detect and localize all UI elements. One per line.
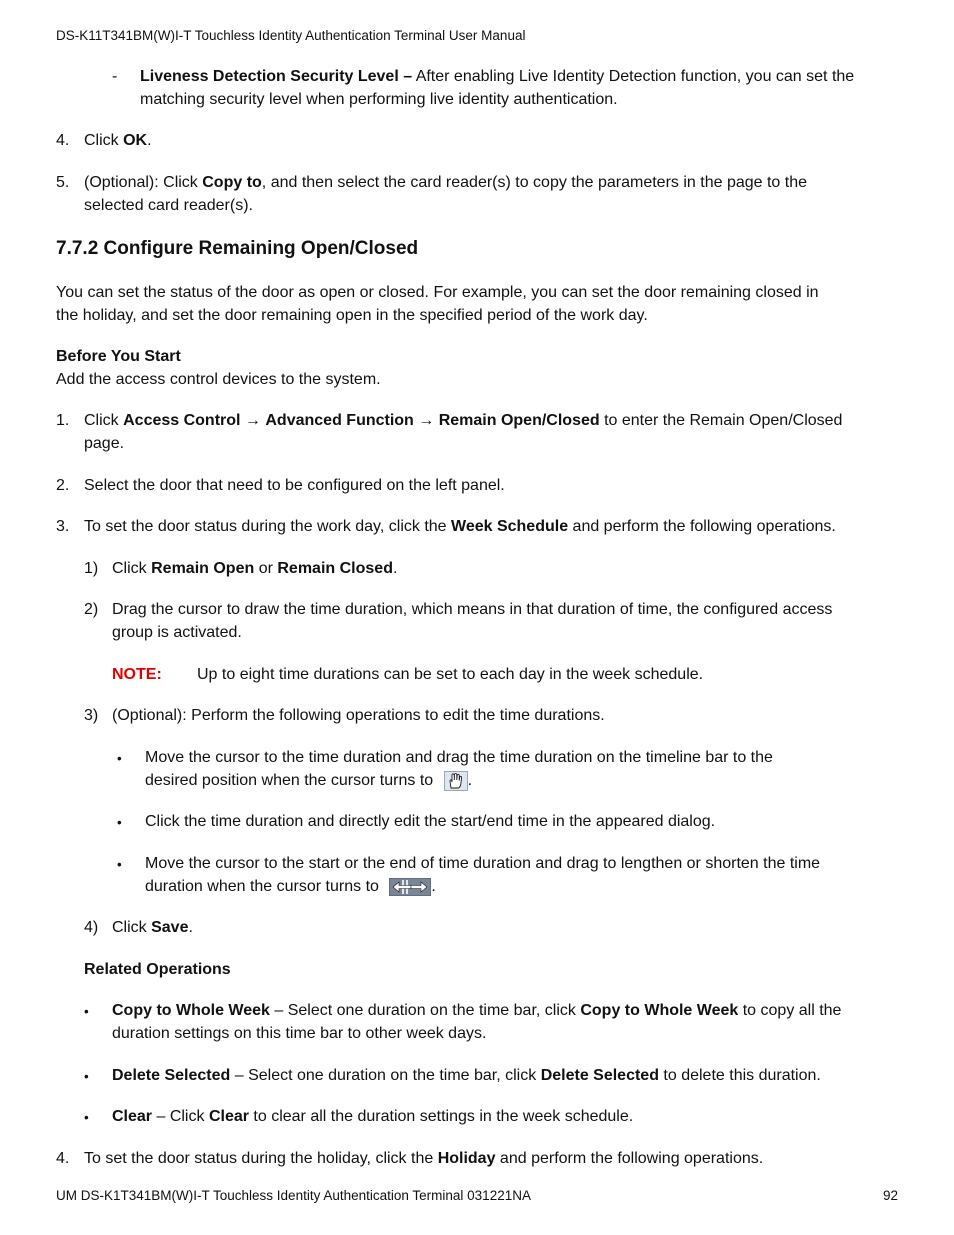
- step-4-ok: OK: [123, 132, 148, 149]
- related-3-post: to clear all the duration settings in the week schedule.: [248, 1108, 634, 1125]
- sub4-post: .: [188, 919, 193, 936]
- step-4-post: .: [147, 132, 152, 149]
- note-label: NOTE:: [112, 666, 162, 683]
- step-5-number: 5.: [56, 174, 70, 191]
- s1-line-2: page.: [84, 435, 125, 452]
- related-1-term-2: Copy to Whole Week: [580, 1002, 739, 1019]
- sub2-number: 2): [84, 601, 99, 618]
- sub1-mid: or: [254, 560, 278, 577]
- related-1-mid: – Select one duration on the time bar, click: [269, 1002, 581, 1019]
- sub3-number: 3): [84, 707, 99, 724]
- s3-post: and perform the following operations.: [568, 518, 836, 535]
- bullet-mark: •: [117, 815, 122, 830]
- step-4-number: 4.: [56, 132, 70, 149]
- bullet-1-text: desired position when the cursor turns to: [145, 772, 434, 790]
- bullet-mark: •: [117, 751, 122, 766]
- step-5-text: [84, 173, 807, 193]
- s2-number: 2.: [56, 477, 70, 494]
- related-3-term: Clear: [112, 1108, 153, 1125]
- bullet-3-line-2: [145, 877, 436, 897]
- related-2-term: Delete Selected: [112, 1067, 231, 1084]
- s2-text: Select the door that need to be configured on the left panel.: [84, 477, 505, 494]
- related-3-mid: – Click: [152, 1108, 209, 1125]
- bullet-3-line-1: Move the cursor to the start or the end of time duration and drag to lengthen or shorten the time: [145, 855, 821, 872]
- sub1-text: [112, 559, 397, 579]
- liveness-text-a: After enabling Live Identity Detection function, you can set the: [412, 68, 855, 85]
- liveness-line-1: [140, 67, 854, 87]
- bullet-3-text: duration when the cursor turns to: [145, 878, 379, 895]
- related-3-line-1: [112, 1107, 633, 1127]
- s4-text: [84, 1149, 763, 1169]
- related-1-term: Copy to Whole Week: [112, 1002, 270, 1019]
- s3-text: [84, 517, 836, 537]
- sub4-text: [112, 918, 193, 938]
- bullet-mark: •: [84, 1110, 89, 1125]
- related-1-post: to copy all the: [738, 1002, 842, 1019]
- bullet-1-line-2: [145, 771, 472, 791]
- before-you-start-text: Add the access control devices to the system.: [56, 371, 381, 388]
- s1-arrow-2: →: [413, 412, 439, 429]
- bullet-mark: •: [84, 1004, 89, 1019]
- step-4-pre: Click: [84, 132, 124, 149]
- s1-text: [84, 411, 842, 431]
- s1-advanced-function: Advanced Function: [265, 412, 414, 429]
- related-2-post: to delete this duration.: [658, 1067, 821, 1084]
- step-5-post: , and then select the card reader(s) to copy the parameters in the page to the: [261, 174, 808, 191]
- related-operations-title: Related Operations: [84, 961, 231, 978]
- s1-access-control: Access Control: [123, 412, 241, 429]
- s3-number: 3.: [56, 518, 70, 535]
- s1-arrow-1: →: [240, 412, 266, 429]
- step-4-text: [84, 131, 152, 151]
- sub1-pre: Click: [112, 560, 152, 577]
- s4-holiday: Holiday: [437, 1150, 496, 1167]
- page-number: 92: [882, 1188, 898, 1203]
- liveness-line-2: matching security level when performing live identity authentication.: [140, 91, 618, 108]
- bullet-1-line-1: Move the cursor to the time duration and drag the time duration on the timeline bar to the: [145, 749, 773, 766]
- bullet-mark: •: [84, 1069, 89, 1084]
- sub2-line-2: group is activated.: [112, 624, 242, 641]
- sub4-pre: Click: [112, 919, 152, 936]
- bullet-3-period: .: [431, 878, 436, 895]
- sub1-remain-open: Remain Open: [151, 560, 255, 577]
- section-title: 7.7.2 Configure Remaining Open/Closed: [56, 238, 419, 259]
- related-2-mid: – Select one duration on the time bar, click: [230, 1067, 541, 1084]
- s1-number: 1.: [56, 412, 70, 429]
- related-3-term-2: Clear: [208, 1108, 249, 1125]
- s1-post: to enter the Remain Open/Closed: [599, 412, 843, 429]
- intro-line-1: You can set the status of the door as open or closed. For example, you can set the door remaining closed in: [56, 284, 819, 301]
- s1-pre: Click: [84, 412, 124, 429]
- dash-marker: -: [112, 68, 118, 85]
- s4-post: and perform the following operations.: [495, 1150, 764, 1167]
- step-5-line-2: selected card reader(s).: [84, 197, 253, 214]
- sub2-line-1: Drag the cursor to draw the time duration, which means in that duration of time, the configured access: [112, 601, 833, 618]
- before-you-start-title: Before You Start: [56, 348, 181, 365]
- running-header: DS-K11T341BM(W)I-T Touchless Identity Authentication Terminal User Manual: [56, 28, 526, 43]
- liveness-term: Liveness Detection Security Level –: [140, 68, 413, 85]
- sub1-number: 1): [84, 560, 99, 577]
- bullet-2-line-1: Click the time duration and directly edit the start/end time in the appeared dialog.: [145, 813, 716, 830]
- related-2-term-2: Delete Selected: [540, 1067, 659, 1084]
- s4-pre: To set the door status during the holiday, click the: [84, 1150, 438, 1167]
- sub1-post: .: [392, 560, 398, 577]
- s3-week-schedule: Week Schedule: [451, 518, 569, 535]
- related-2-line-1: [112, 1066, 821, 1086]
- intro-line-2: the holiday, and set the door remaining open in the specified period of the work day.: [56, 307, 648, 324]
- s1-remain-open-closed: Remain Open/Closed: [438, 412, 600, 429]
- related-1-line-2: duration settings on this time bar to other week days.: [112, 1025, 487, 1042]
- bullet-1-period: .: [467, 772, 473, 790]
- step-5-pre: (Optional): Click: [84, 174, 203, 191]
- sub4-save: Save: [151, 919, 189, 936]
- running-footer: UM DS-K1T341BM(W)I-T Touchless Identity Authentication Terminal 031221NA: [56, 1188, 531, 1203]
- sub3-text: (Optional): Perform the following operations to edit the time durations.: [112, 707, 605, 724]
- related-1-line-1: [112, 1001, 841, 1021]
- sub4-number: 4): [84, 919, 99, 936]
- note-text: Up to eight time durations can be set to each day in the week schedule.: [197, 666, 704, 683]
- bullet-mark: •: [117, 857, 122, 872]
- s3-pre: To set the door status during the work day, click the: [84, 518, 451, 535]
- resize-cursor-icon: [389, 878, 431, 896]
- sub1-remain-closed: Remain Closed: [277, 560, 393, 577]
- hand-cursor-icon: [444, 771, 468, 791]
- step-5-copy-to: Copy to: [202, 174, 262, 191]
- s4-number: 4.: [56, 1150, 70, 1167]
